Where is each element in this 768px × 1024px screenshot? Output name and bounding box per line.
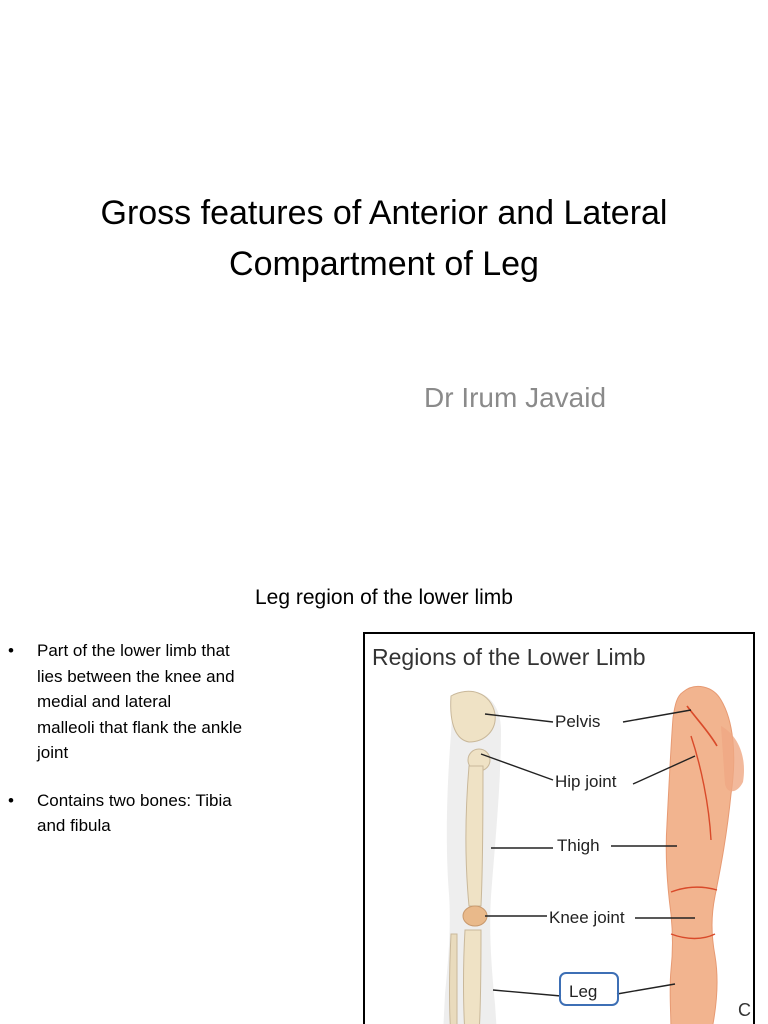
lower-limb-figure — [363, 632, 755, 1024]
bullet-line: medial and lateral — [37, 692, 172, 711]
title-line-1: Gross features of Anterior and Lateral — [100, 194, 668, 232]
content-slide-title: Leg region of the lower limb — [255, 586, 513, 609]
tibia-bone — [464, 930, 482, 1024]
pelvis-label: Pelvis — [555, 712, 601, 731]
bullet-line: joint — [37, 743, 69, 762]
leg-leader-right — [617, 984, 675, 994]
patella — [463, 906, 487, 926]
knee-joint-label: Knee joint — [549, 908, 625, 927]
bullet-line: and fibula — [37, 816, 111, 835]
content-slide — [0, 512, 768, 1024]
bullet-line: malleoli that flank the ankle — [37, 717, 243, 737]
lower-limb-illustration — [365, 634, 755, 1024]
bullet-symbol: • — [8, 790, 14, 810]
bullet-symbol: • — [8, 641, 14, 660]
title-line-2: Compartment of Leg — [229, 245, 539, 283]
author-subtitle: Dr Irum Javaid — [424, 382, 607, 413]
hip-joint-label: Hip joint — [555, 772, 617, 791]
figure-title: Regions of the Lower Limb — [372, 644, 646, 670]
bullet-line: lies between the knee and — [37, 666, 235, 686]
bullet-item — [8, 638, 290, 766]
femur-bone — [466, 766, 483, 906]
slide-title — [40, 188, 728, 290]
bullet-list — [8, 638, 290, 839]
fibula-bone — [450, 934, 458, 1024]
bullet-item — [8, 788, 290, 839]
leg-leader-left — [493, 990, 561, 996]
bullet-line: Part of the lower limb that — [37, 641, 230, 660]
leg-label: Leg — [569, 982, 598, 1001]
bullet-line: Contains two bones: Tibia — [37, 790, 232, 810]
thigh-label: Thigh — [557, 836, 600, 855]
figure-panel-letter: C — [738, 1000, 751, 1020]
